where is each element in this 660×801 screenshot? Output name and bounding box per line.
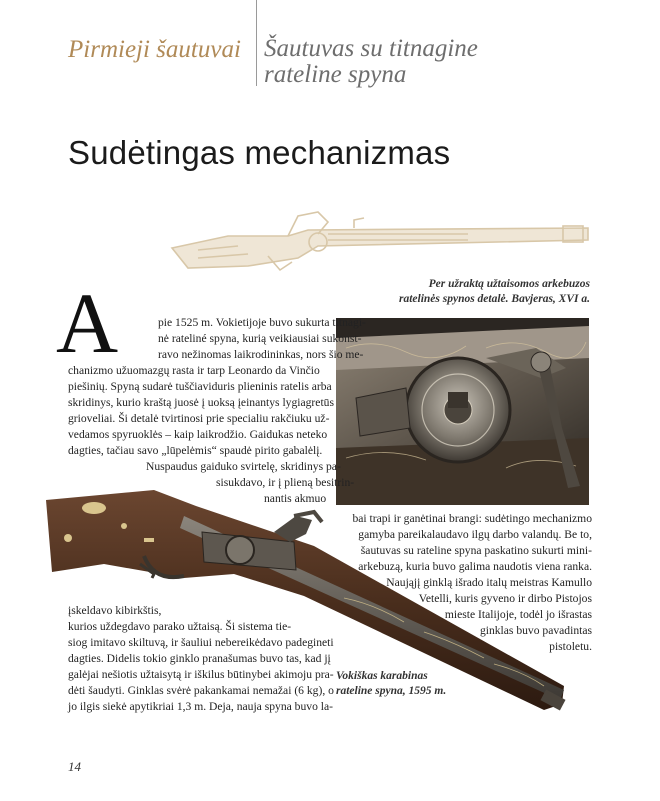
text-line: dagties. Didelis tokio ginklo pranašumas buvo tas, kad jį bbox=[68, 652, 331, 665]
text-line: skridinys, kurio kraštą juosė į uoksą įeinantys lygiagretūs bbox=[68, 396, 334, 409]
text-line: ravo nežinomas laikrodininkas, nors šio me- bbox=[158, 348, 364, 361]
chapter-title bbox=[264, 36, 524, 88]
text-line: arkebuzą, kuria buvo galima naudotis viena ranka. bbox=[358, 560, 592, 573]
text-line: Vetelli, kuris gyveno ir dirbo Pistojos bbox=[418, 592, 592, 605]
caption-carbine bbox=[336, 669, 456, 699]
page-number: 14 bbox=[68, 759, 81, 774]
text-line: nė rateliné spyna, kurią veikiausiai sukonst- bbox=[158, 332, 362, 345]
text-line: ginklas buvo pavadintas bbox=[479, 624, 592, 637]
section-title: Pirmieji šautuvai bbox=[68, 36, 241, 63]
text-line: pie 1525 m. Vokietijoje buvo sukurta titnagi- bbox=[158, 316, 366, 329]
text-line: mieste Italijoje, todėl jo išrastas bbox=[444, 608, 592, 621]
gun-sketch-illustration bbox=[168, 206, 593, 274]
text-line: dėti šaudyti. Ginklas svėrė pakankamai nemažai (6 kg), o bbox=[68, 684, 334, 697]
text-line: chanizmo užuomazgų rasta ir tarp Leonardo da Vinčio bbox=[68, 364, 320, 377]
text-line: siog imitavo skiltuvą, ir šauliui nebereikėdavo padegineti bbox=[68, 636, 334, 649]
text-line: pistoletu. bbox=[549, 640, 592, 653]
text-line: sisukdavo, ir į plieną besitrin- bbox=[216, 476, 355, 489]
text-line: gamyba pareikalaudavo ilgų darbo valandų. Be to, bbox=[358, 528, 592, 541]
body-text-left-top bbox=[68, 315, 366, 507]
caption-lock-detail bbox=[390, 277, 590, 307]
text-line: galėjai nešiotis užtaisytą ir iškilus būtinybei akimoju pra- bbox=[68, 668, 334, 681]
body-text-right bbox=[330, 511, 592, 655]
text-line: kurios uždegdavo parako užtaisą. Ši sistema tie- bbox=[68, 620, 292, 633]
chapter-title-line: rateline spyna bbox=[264, 61, 407, 88]
wheel-lock-photo bbox=[336, 318, 589, 505]
caption-line: Vokiškas karabinas bbox=[336, 670, 428, 682]
header-divider bbox=[256, 0, 257, 86]
text-line: šautuvas su rateline spyna paskatino sukurti mini- bbox=[360, 544, 592, 557]
body-text-left-bottom bbox=[68, 603, 334, 715]
caption-line: ratelinės spynos detalė. Bavjeras, XVI a. bbox=[398, 293, 590, 305]
text-line: nantis akmuo bbox=[264, 492, 327, 505]
text-line: grioveliai. Ši detalė tvirtinosi prie specialiu rakčiuku už- bbox=[68, 412, 330, 425]
text-line: piešinių. Spyną sudarė tuščiaviduris plieninis ratelis arba bbox=[68, 380, 332, 393]
page-title: Sudėtingas mechanizmas bbox=[68, 134, 451, 171]
text-line: Naująjį ginklą išrado italų meistras Kamullo bbox=[386, 576, 592, 589]
chapter-title-line: Šautuvas su titnagine bbox=[264, 35, 478, 62]
caption-line: Per užraktą užtaisomos arkebuzos bbox=[428, 278, 590, 290]
text-line: įskeldavo kibirkštis, bbox=[68, 604, 162, 617]
drop-cap: A bbox=[56, 275, 119, 371]
caption-line: rateline spyna, 1595 m. bbox=[336, 685, 447, 697]
text-line: jo ilgis siekė apytikriai 1,3 m. Deja, nauja spyna buvo la- bbox=[68, 700, 333, 713]
text-line: dagties, tačiau savo „lūpelėmis“ spaudė pirito gabalėlį. bbox=[68, 444, 323, 457]
text-line: vedamos spyruoklės – kaip laikrodžio. Gaidukas neteko bbox=[68, 428, 328, 441]
text-line: bai trapi ir ganėtinai brangi: sudėtingo mechanizmo bbox=[352, 512, 592, 525]
text-line: Nuspaudus gaiduko svirtelę, skridinys pa- bbox=[146, 460, 341, 473]
